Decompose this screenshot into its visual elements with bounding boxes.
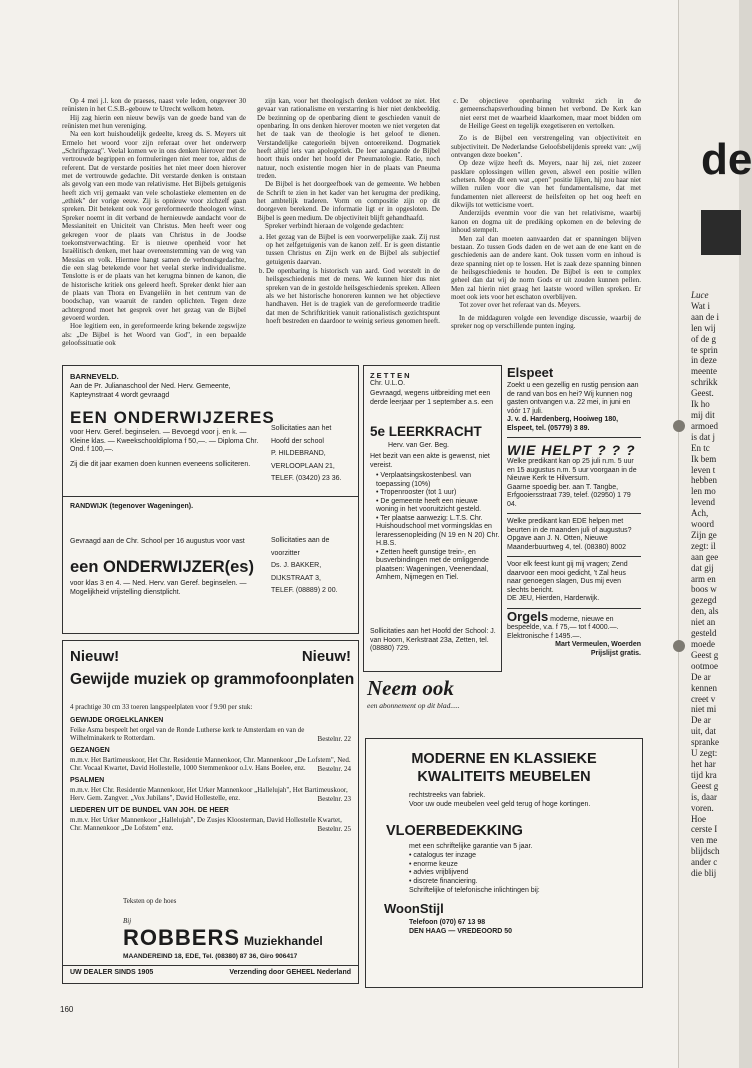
ad-bullet: • enorme keuze bbox=[409, 861, 478, 870]
ad-bullet: • Verplaatsingskostenbesl. van toepassing (10%) bbox=[376, 472, 501, 489]
ad-intro: Aan de Pr. Julianaschool der Ned. Herv. Gemeente, Kapteynstraat 4 wordt gevraagd bbox=[70, 383, 231, 399]
ad-brand-suffix: Muziekhandel bbox=[244, 934, 323, 948]
next-page-line: meente bbox=[691, 366, 717, 377]
ad-section-text: Feike Asma bespeelt het orgel van de Ronde Lutherse kerk te Amsterdam en van de Wilhelminakerk te Rotterdam. bbox=[70, 725, 305, 742]
ad-order-number: Bestelnr. 24 bbox=[317, 764, 351, 773]
ad-headline: 5e LEERKRACHT bbox=[370, 424, 482, 439]
ad-body: voor Herv. Geref. beginselen. — Bevoegd voor j. en k. — Kleine klas. — Kweekschooldiploma f 50,—. — Diploma Chr. Ond. f 100,—. bbox=[70, 429, 259, 453]
next-page-headline: de bbox=[701, 135, 752, 184]
ad-phone: Telefoon (070) 67 13 98 bbox=[409, 919, 486, 926]
ad-barneveld bbox=[62, 365, 359, 539]
ad-headline: VLOERBEDEKKING bbox=[386, 823, 523, 839]
ad-text: rechtstreeks van fabriek. bbox=[409, 792, 486, 799]
divider bbox=[507, 437, 641, 438]
ad-section bbox=[70, 777, 351, 803]
article-paragraph: Anderzijds evenmin voor die van het relativisme, waarbij kanon en dogma uit de prediking opkomen en de beleving de inhoud stempelt. bbox=[451, 209, 641, 235]
ad-dealer: UW DEALER SINDS 1905 bbox=[70, 969, 154, 976]
ad-section-text: m.m.v. Het Urker Mannenkoor „Hallelujah", De Zusjes Kloosterman, David Hollestelle Kwartet, Chr. Mannenkoor „De Lofstem" enz. bbox=[70, 815, 342, 832]
ad-text: Welke predikant kan op 25 juli n.m. 5 uur en 15 augustus n.m. 5 uur voorgaan in de Nieuwe Kerk te Hilversum. bbox=[507, 458, 637, 482]
next-page-line: tijd kra bbox=[691, 769, 717, 780]
binder-ring-icon bbox=[673, 640, 685, 652]
ad-free: Prijslijst gratis. bbox=[590, 649, 641, 657]
next-page-line: in deze bbox=[691, 355, 717, 366]
ad-bullet: • Zetten heeft gunstige trein-, en busverbindingen met de omliggende plaatsen: Wageningen, Veenendaal, Arnhem, Nijmegen en Tiel. bbox=[376, 549, 501, 583]
ad-text: DE JEU, Hierden, Harderwijk. bbox=[507, 595, 600, 602]
ad-intro: Gevraagd, wegens uitbreiding met een derde leerjaar per 1 september a.s. een bbox=[370, 390, 493, 406]
next-page-line: En tc bbox=[691, 442, 710, 453]
divider bbox=[63, 965, 358, 966]
next-page-line: De ar bbox=[691, 671, 711, 682]
article-paragraph: Op deze wijze heeft ds. Meyers, naar hij zei, niet zozeer pasklare oplossingen willen geven, alswel een positie willen schetsen. Moge dit een wat „open" positie lijken, hij zou haar niet willen ruilen voor die van het fundamentalisme, dat met fundamenten niet allereerst de heilsfeiten op het oog heeft en dikwijls tot wetticisme voert. bbox=[451, 159, 641, 210]
next-page-line: blijdsch bbox=[691, 846, 720, 857]
next-page-line: ootmoe bbox=[691, 660, 718, 671]
next-page-line: Geest g bbox=[691, 649, 719, 660]
ad-brand-name: ROBBERS bbox=[123, 925, 241, 950]
ad-order-number: Bestelnr. 22 bbox=[317, 734, 351, 743]
ad-offer: 4 prachtige 30 cm 33 toeren langspeelplaten voor f 9.90 per stuk: bbox=[70, 703, 253, 711]
ad-bullet: • advies vrijblijvend bbox=[409, 869, 478, 878]
ad-contact-line: Hoofd der school bbox=[271, 437, 324, 445]
ad-shipping: Verzending door GEHEEL Nederland bbox=[229, 969, 351, 976]
page-number: 160 bbox=[60, 1005, 74, 1014]
next-page-line: aan gee bbox=[691, 551, 719, 562]
next-page-line: len wij bbox=[691, 322, 716, 333]
next-page-line: spranke bbox=[691, 737, 719, 748]
next-page-line: schrikk bbox=[691, 377, 718, 388]
article-paragraph: Hoe legitiem een, in gereformeerde kring bekende zegswijze als: „De Bijbel is het Woord van God", in een bepaalde geloofssituatie ook bbox=[62, 322, 246, 347]
next-page-line: len mo bbox=[691, 486, 716, 497]
ad-section bbox=[70, 717, 351, 743]
ad-orgels bbox=[507, 608, 641, 659]
ad-headline: een ONDERWIJZER(es) bbox=[70, 558, 254, 576]
ad-denomination: Herv. van Ger. Beg. bbox=[388, 442, 449, 449]
next-page-line: ander c bbox=[691, 857, 718, 868]
ad-subtitle: een abonnement op dit blad..... bbox=[367, 701, 460, 710]
divider bbox=[507, 513, 641, 514]
next-page-line: Zijn ge bbox=[691, 529, 717, 540]
ad-column-right bbox=[507, 365, 641, 658]
ad-sections bbox=[70, 717, 351, 833]
next-page-line: cerste I bbox=[691, 824, 718, 835]
next-page-line: creet v bbox=[691, 693, 716, 704]
article-paragraph: Na een kort huishoudelijk gedeelte, kreeg ds. S. Meyers uit Ermelo het woord voor zijn referaat over het onderwerp „Schriftgezag". Veelal komen we in ons denken hierover met de vertrouwde begrippen en formuleringen niet meer toe, aldus de referent. Dat de verstarde posities het niet meer doen hierover met de vertrouwde gedachte. Dit verstarde denken is ontstaan als gevolg van een mode van relativisme. Het Bijbels getuigenis heeft zich vrij gemaakt van vele scholastieke elementen en de „ethiek" der vorige eeuw. Zij is opnieuw voor zichzelf gaan spreken. Dit betekent ook voor gereformeerde theologen winst. Spreker noemt in dit verband de hernieuwde aandacht voor de Messianiteit en Uniciteit van Christus. Men heeft weer oog gekregen voor de plaats van Christus in de Joodse toekomstverwachting. Er is nieuwe openheid voor het Israëlitisch denken, met haar overeenstemming van de weg van Messias en volk. Hiermee hangt samen de verbondsgedachte, die een slag betekende voor het veelal sterke individualisme. Tenslotte is er de plaats van het kerugma binnen de kanon, die de historische kritiek ons geleerd heeft. Spreker denkt hier aan de plaats van Thora en Evangeliën in het centrum van de boodschap, van waaruit de randen oplichten. Tegen deze achtergrond moet het gesprek over het gezag van de Bijbel gevoerd worden. bbox=[62, 130, 246, 322]
next-page-line: moede bbox=[691, 639, 715, 649]
next-page-line: aan de i bbox=[691, 311, 719, 322]
ad-contact-line: TELEF. (03420) 23 36. bbox=[271, 475, 342, 482]
next-page-line: Geest g bbox=[691, 780, 719, 791]
next-page-line: uit, dat bbox=[691, 726, 716, 737]
next-page-line: Ik ho bbox=[691, 399, 710, 410]
next-page-line: Geest. bbox=[691, 388, 714, 399]
next-page-line: is, daar bbox=[691, 791, 717, 802]
ad-order-number: Bestelnr. 25 bbox=[317, 824, 351, 833]
ad-section-text: m.m.v. Het Bartimeuskoor, Het Chr. Residentie Mannenkoor, Chr. Mannenkoor „De Lofstem", Ned. Chr. Vocaal Kwartet, David Hollestelle, 1000 Stemmenkoor o.l.v. Hans Boelee, enz. bbox=[70, 755, 351, 772]
next-page-edge bbox=[678, 0, 752, 1068]
ad-requirement: Het bezit van een akte is gewenst, niet vereist. bbox=[370, 453, 490, 469]
ad-text: Opgave aan J. N. Otten, Nieuwe Maanderbuurtweg 4, tel. (08380) 8002 bbox=[507, 535, 627, 551]
ad-robbers bbox=[62, 640, 359, 984]
article-paragraph: Zo is de Bijbel een verstrengeling van objectiviteit en subjectiviteit. De Nederlandse Geloofsbelijdenis spreekt van: „wij ontvangen deze boeken". bbox=[451, 134, 641, 160]
divider bbox=[63, 496, 358, 497]
next-page-line: hebben bbox=[691, 475, 717, 486]
ad-body: voor klas 3 en 4. — Ned. Herv. van Geref. beginselen. — Mogelijkheid vrijstelling dienstplicht. bbox=[70, 580, 247, 596]
ad-text: moderne, nieuwe en bespeelde, v.a. f 75,— tot f 4000.—. Elektronische f 1495.—. bbox=[507, 615, 619, 640]
ad-headline: WIE HELPT ? ? ? bbox=[507, 442, 636, 458]
next-page-line: U zegt: bbox=[691, 748, 718, 759]
ad-contact: Sollicitaties aan het Hoofd der School: J. van Hoorn, Kerkstraat 23a, Zetten, tel. (08880) 729. bbox=[370, 628, 496, 652]
ad-bullet: • Ter plaatse aanwezig: L.T.S. Chr. Huishoudschool met vormingsklas en leraressenopleiding (N 19 en N 20) Chr. H.B.S. bbox=[376, 515, 501, 549]
article-column-3 bbox=[451, 97, 641, 330]
next-page-line: het har bbox=[691, 758, 716, 769]
ad-text: Schriftelijke of telefonische inlichtingen bij: bbox=[409, 887, 540, 894]
next-page-line: woord bbox=[691, 519, 714, 530]
ad-contact bbox=[271, 423, 356, 486]
next-page-text bbox=[691, 290, 741, 879]
next-page-line: voren. bbox=[691, 802, 714, 813]
next-page-line: Ik bem bbox=[691, 453, 717, 464]
ad-bullet: • Tropenrooster (tot 1 uur) bbox=[376, 489, 501, 498]
next-page-line: boos w bbox=[691, 584, 717, 595]
ad-randwijk bbox=[62, 537, 359, 634]
next-page-line: arm en bbox=[691, 573, 716, 584]
ad-section-title: GEWIJDE ORGELKLANKEN bbox=[70, 717, 164, 724]
ad-contact: Mart Vermeulen, Woerden bbox=[555, 641, 641, 648]
next-page-line: kennen bbox=[691, 682, 717, 693]
ad-bullet: • discrete financiering. bbox=[409, 878, 478, 887]
ad-subtitle: Chr. U.L.O. bbox=[370, 380, 406, 387]
ad-contact-line: VERLOOPLAAN 21, bbox=[271, 462, 335, 470]
ad-contact-line: Sollicitaties aan de bbox=[271, 537, 330, 544]
next-page-line: armoed bbox=[691, 420, 718, 431]
next-page-line: gezegd bbox=[691, 595, 717, 606]
ad-elspeet bbox=[507, 365, 641, 433]
article-paragraph: Hij zag hierin een nieuw bewijs van de goede band van de reünisten met hun vereniging. bbox=[62, 113, 246, 131]
ad-bullets bbox=[368, 472, 501, 583]
ad-nieuw-left: Nieuw! bbox=[70, 648, 120, 665]
ad-brand-name: WoonStijl bbox=[384, 901, 444, 916]
ad-woonstijl bbox=[365, 738, 643, 988]
binder-ring-icon bbox=[673, 420, 685, 432]
ad-contact: J. v. d. Hardenberg, Hooiweg 180, Elspeet, tel. (05779) 3 89. bbox=[507, 416, 619, 432]
ad-headline: Elspeet bbox=[507, 365, 554, 380]
ad-intro: Gevraagd aan de Chr. School per 16 augustus voor vast bbox=[70, 538, 245, 545]
ad-wie-helpt bbox=[507, 442, 641, 604]
article-list-item: a. Het gezag van de Bijbel is een voorwerpelijke zaak. Zij rust op het zelfgetuigenis van de kanon zelf. Er is geen distantie tussen Christus en Zijn werk en de Bijbel als subjectief getuigenis daarvan. bbox=[266, 233, 440, 266]
ad-contact-line: voorzitter bbox=[271, 549, 300, 557]
ad-order-number: Bestelnr. 23 bbox=[317, 794, 351, 803]
article-list bbox=[257, 233, 440, 326]
ad-contact bbox=[271, 535, 356, 598]
ad-bullet: • De gemeente heeft een nieuwe woning in het vooruitzicht gesteld. bbox=[376, 498, 501, 515]
ad-section-title: GEZANGEN bbox=[70, 747, 110, 754]
next-page-line: gesteld bbox=[691, 628, 717, 639]
article-column-2 bbox=[257, 97, 440, 326]
ad-text: Gaarne spoedig ber. aan T. Tangbe, Erfgooiersstraat 739, telef. (02950) 1 79 04. bbox=[507, 483, 631, 508]
article-paragraph: De Bijbel is het doorgeefboek van de gemeente. We hebben de Schrift te zien in het kader van het kerugma der prediking, het ambtelijk traderen. Vorm en compositie zijn op dit doorgeven berekend. De informatie ligt er in opgesloten. De Bijbel is geen medium. De objectiviteit blijft gehandhaafd. bbox=[257, 180, 440, 222]
next-page-line: of de g bbox=[691, 333, 716, 344]
ad-contact-line: TELEF. (08889) 2 00. bbox=[271, 587, 338, 594]
next-page-line: De ar bbox=[691, 715, 711, 726]
article-list-item: c. De objectieve openbaring voltrekt zich in de gemeenschapsverhouding binnen het verbond. De Kerk kan niet eerst met de waarheid klaarkomen, maar moet bidden om de Heilige Geest en tegelijk exegetiseren en vertolken. bbox=[460, 97, 641, 130]
ad-bullets bbox=[401, 852, 478, 886]
ad-text: met een schriftelijke garantie van 5 jaar. bbox=[409, 843, 533, 850]
ad-section-title: LIEDEREN UIT DE BUNDEL VAN JOH. DE HEER bbox=[70, 807, 229, 814]
ad-place: BARNEVELD. bbox=[70, 372, 119, 381]
ad-text: Voor elk feest kunt gij mij vragen; Zend daarvoor een mooi gedicht, 't Zal heus naar genoegen slagen, Dus mij even slechts bericht. bbox=[507, 561, 628, 594]
ad-contact-line: P. HILDEBRAND, bbox=[271, 450, 326, 457]
ad-sent: Teksten op de hoes bbox=[123, 897, 177, 905]
ad-section-title: PSALMEN bbox=[70, 777, 105, 784]
ad-headline: MODERNE EN KLASSIEKE bbox=[411, 751, 597, 767]
ad-headline: KWALITEITS MEUBELEN bbox=[417, 769, 591, 785]
article-paragraph: In de middaguren volgde een levendige discussie, waarbij de spreker nog op verschillende punten inging. bbox=[451, 313, 641, 330]
article-paragraph: Spreker verbindt hieraan de volgende gedachten: bbox=[265, 222, 404, 231]
article-paragraph: zijn kan, voor het theologisch denken voldoet ze niet. Het gevaar van rationalisme en verstarring is hier niet denkbeeldig. De bezinning op de openbaring dient te geschieden vanuit de openbaring. In ons denken hierover moeten we niet vergeten dat het de taak van de theologie is het geloof te dienen. Verstandelijke categorieën bijven ontoereikend. Dogmatiek heeft altijd iets van apologetiek. De leer aangaande de Bijbel hoort thuis onder het hoofd der Pneumatologie. Ratio, noch natuur, noch existentie mogen hier in de plaats van Pneuma treden. bbox=[257, 97, 440, 181]
article-list bbox=[451, 97, 641, 130]
ad-note: Zij die dit jaar examen doen kunnen eveneens solliciteren. bbox=[70, 461, 251, 468]
next-page-line: levend bbox=[691, 497, 715, 508]
next-page-line: te sprin bbox=[691, 344, 718, 355]
ad-address: DEN HAAG — VREDEOORD 50 bbox=[409, 928, 513, 935]
next-page-line: niet mi bbox=[691, 704, 717, 715]
next-page-line: niet an bbox=[691, 617, 716, 628]
next-page-line: die blij bbox=[691, 868, 717, 879]
next-page-line: Luce bbox=[691, 290, 709, 300]
next-page-line: leven t bbox=[691, 464, 716, 475]
article-column-1 bbox=[62, 97, 246, 347]
ad-address: MAANDEREIND 18, EDE, Tel. (08380) 87 36, Giro 906417 bbox=[123, 953, 298, 960]
ad-text: Voor uw oude meubelen veel geld terug of hoge kortingen. bbox=[409, 801, 591, 808]
ad-headline: Gewijde muziek op grammofoonplaten bbox=[70, 671, 355, 688]
ad-contact-line: Sollicitaties aan het bbox=[271, 425, 332, 432]
article-list-item: b. De openbaring is historisch van aard. God worstelt in de heilsgeschiedenis met de mens. We kunnen hier dus niet spreken van de in gestolde heilsgeschiedenis spreken. Alleen als we het historische honoreren kunnen we het objectieve handhaven. Het is de tragiek van de gereformeerde traditie dat men de Schriftkritiek vanuit rationalistisch gezichtspunt hoeft bestreden en daardoor te weinig serieus genomen heeft. bbox=[266, 267, 440, 325]
ad-text: Welke predikant kan EDE helpen met beurten in de maanden juli of augustus? bbox=[507, 518, 632, 534]
ad-bij: Bij bbox=[123, 917, 132, 925]
divider bbox=[507, 556, 641, 557]
article-paragraph: Op 4 mei j.l. kon de praeses, naast vele leden, ongeveer 30 reünisten in het C.S.B.-gebouw te Utrecht welkom heten. bbox=[62, 97, 246, 114]
next-page-line: ven me bbox=[691, 835, 718, 846]
ad-section bbox=[70, 747, 351, 773]
ad-section bbox=[70, 807, 351, 833]
ad-headline: Orgels bbox=[507, 608, 549, 624]
ad-body: Zoekt u een gezellig en rustig pension aan de rand van bos en hei? Wij kunnen nog gasten ontvangen v.a. 22 mei, in juni en vóór 17 juli. bbox=[507, 382, 639, 415]
ad-section-text: m.m.v. Het Chr. Residentie Mannenkoor, Het Urker Mannenkoor „Hallelujah", Het Bartimeuskoor, Herv. Gem. Zangver. „Vox Jubilans", David Hollestelle, enz. bbox=[70, 785, 348, 802]
ad-contact-line: Ds. J. BAKKER, bbox=[271, 562, 322, 569]
ad-brand bbox=[123, 925, 323, 951]
next-page-line: Wat i bbox=[691, 300, 711, 311]
ad-zetten bbox=[363, 365, 502, 672]
next-page-line: mij dit bbox=[691, 409, 715, 420]
ad-headline: Neem ook bbox=[367, 676, 454, 700]
next-page-line: Hoe bbox=[691, 813, 706, 824]
article-paragraph: Men zal dan moeten aanvaarden dat er spanningen blijven bestaan. Zo tussen Gods daden en de wet aan de ene kant en de geschiedenis aan de andere kant. Ook tussen vorm en inhoud is deze spanning niet op te lossen. Het is zaak deze spanning binnen de heilsgeschiedenis te houden. De Bijbel is een te complex geheel dan dat wij de norm Gods er uit zouden kunnen pellen. Men zal hierin niet graag het laatste woord willen spreken. Er moet ook iets voor het eschaton overblijven. bbox=[451, 234, 641, 301]
ad-headline: EEN ONDERWIJZERES bbox=[70, 408, 275, 427]
article-paragraph: Tot zover over het referaat van ds. Meyers. bbox=[459, 301, 581, 310]
next-page-line: zegt: il bbox=[691, 540, 716, 551]
next-page-line: dat gij bbox=[691, 562, 714, 573]
ad-nieuw-right: Nieuw! bbox=[301, 648, 351, 665]
ad-contact-line: DIJKSTRAAT 3, bbox=[271, 574, 321, 582]
next-page-line: Ach, bbox=[691, 508, 709, 519]
next-page-photo bbox=[701, 210, 741, 255]
ad-place: RANDWIJK (tegenover Wageningen). bbox=[70, 503, 194, 510]
ad-title: Z E T T E N bbox=[370, 371, 410, 380]
next-page-line: den, als bbox=[691, 606, 719, 617]
next-page-line: is dat j bbox=[691, 431, 715, 442]
ad-neem-ook bbox=[367, 676, 501, 710]
ad-bullet: • catalogus ter inzage bbox=[409, 852, 478, 861]
